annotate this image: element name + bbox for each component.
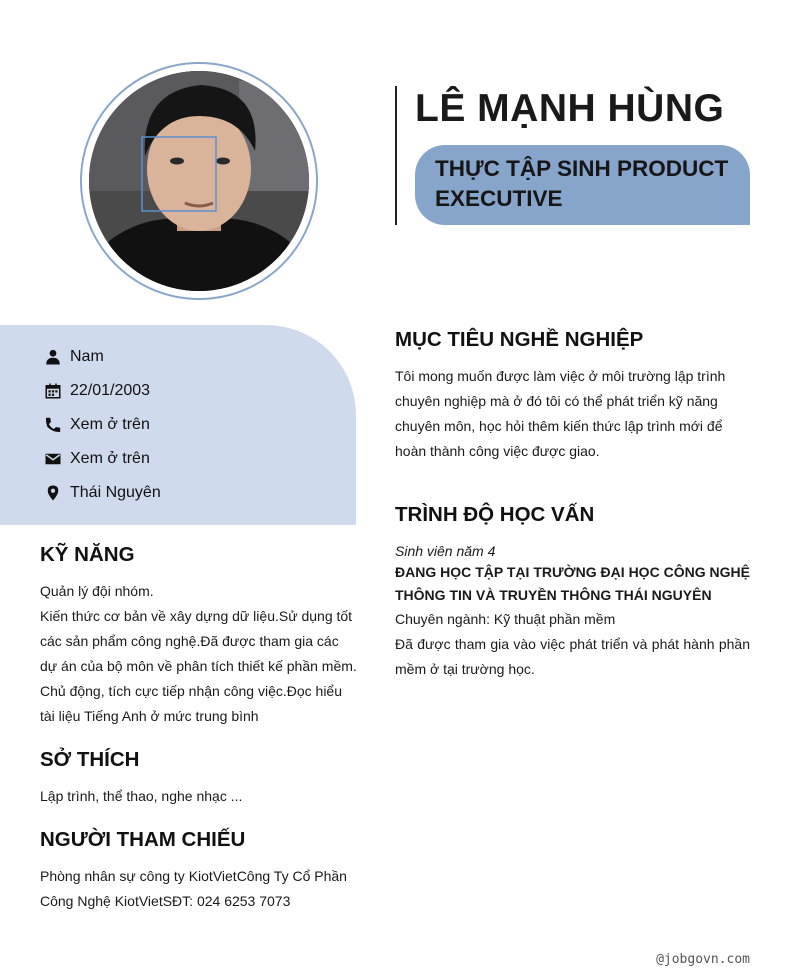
info-location <box>44 481 161 505</box>
info-email <box>44 447 150 471</box>
watermark: @jobgovn.com <box>656 952 750 967</box>
hobbies-heading: SỞ THÍCH <box>40 748 140 771</box>
person-icon <box>44 348 62 366</box>
objective-line: chuyên môn, học hỏi thêm kiến thức lập trình mới để <box>395 418 723 434</box>
candidate-name: LÊ MẠNH HÙNG <box>415 87 725 130</box>
skills-line: Quản lý đội nhóm. <box>40 583 154 599</box>
references-line: Công Nghệ KiotVietSĐT: 024 6253 7073 <box>40 893 291 909</box>
calendar-icon <box>44 382 62 400</box>
education-school: ĐANG HỌC TẬP TẠI TRƯỜNG ĐẠI HỌC CÔNG NGHỆ THÔNG TIN VÀ TRUYỀN THÔNG THÁI NGUYÊN <box>395 564 750 603</box>
info-gender <box>44 345 104 369</box>
objective-line: Tôi mong muốn được làm việc ở môi trường lập trình <box>395 368 726 384</box>
references-list <box>40 864 360 914</box>
skills-line: tài liệu Tiếng Anh ở mức trung bình <box>40 708 259 724</box>
job-title: THỰC TẬP SINH PRODUCT EXECUTIVE <box>435 156 729 211</box>
objective-heading: MỤC TIÊU NGHỀ NGHIỆP <box>395 328 644 351</box>
mail-icon <box>44 450 62 468</box>
skills-list <box>40 579 360 729</box>
personal-info-panel <box>0 325 356 525</box>
location-pin-icon <box>44 484 62 502</box>
avatar <box>89 71 309 291</box>
skills-line: dự án của bộ môn về phân tích thiết kế phần mềm. <box>40 658 357 674</box>
education-major: Chuyên ngành: Kỹ thuật phần mềm <box>395 611 616 627</box>
hobbies-text: Lập trình, thể thao, nghe nhạc ... <box>40 788 243 804</box>
objective-line: hoàn thành công việc được giao. <box>395 443 600 459</box>
info-text: Nam <box>70 348 104 365</box>
info-phone <box>44 413 150 437</box>
phone-icon <box>44 416 62 434</box>
info-text: 22/01/2003 <box>70 382 151 399</box>
header-divider <box>395 86 397 225</box>
skills-line: Kiến thức cơ bản về xây dựng dữ liệu.Sử dụng tốt <box>40 608 353 624</box>
job-title-badge <box>415 145 750 225</box>
info-birthday <box>44 379 150 403</box>
education-heading: TRÌNH ĐỘ HỌC VẤN <box>395 503 595 526</box>
skills-heading: KỸ NĂNG <box>40 543 135 566</box>
skills-line: các sản phẩm công nghệ.Đã được tham gia các <box>40 633 339 649</box>
objective-line: chuyên nghiệp mà ở đó tôi có thể phát triển kỹ năng <box>395 393 718 409</box>
skills-line: Chủ động, tích cực tiếp nhận công việc.Đọc hiểu <box>40 683 342 699</box>
avatar-photo <box>89 71 309 291</box>
education-description: Đã được tham gia vào việc phát triển và phát hành phần mềm ở tại trường học. <box>395 636 750 677</box>
references-heading: NGƯỜI THAM CHIẾU <box>40 828 246 851</box>
info-text: Xem ở trên <box>70 416 150 433</box>
references-line: Phòng nhân sự công ty KiotVietCông Ty Cổ Phần <box>40 868 347 884</box>
objective-text <box>395 364 755 464</box>
education-entry <box>395 541 750 682</box>
info-text: Thái Nguyên <box>70 484 161 501</box>
education-status: Sinh viên năm 4 <box>395 543 496 559</box>
info-text: Xem ở trên <box>70 450 150 467</box>
